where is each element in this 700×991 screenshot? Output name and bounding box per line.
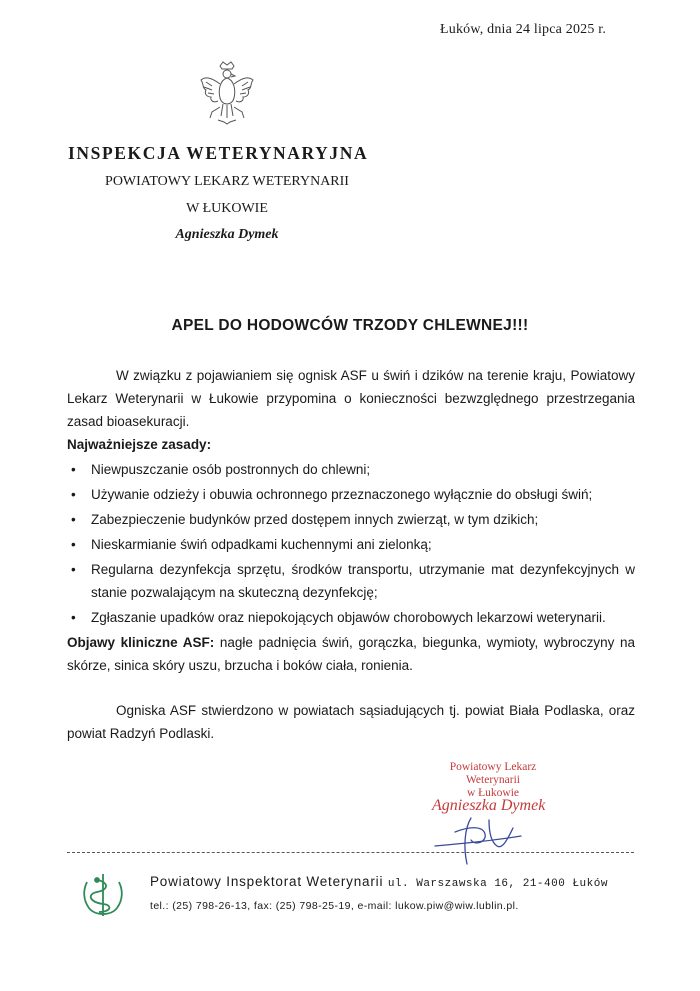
bullet-icon: • (71, 462, 76, 477)
institution-title: INSPEKCJA WETERYNARYJNA (68, 143, 369, 163)
outbreaks-paragraph: Ogniska ASF stwierdzono w powiatach sąsiadujących tj. powiat Biała Podlaska, oraz powiat Radzyń Podlaski. (67, 703, 635, 741)
bullet-icon: • (71, 537, 76, 552)
list-item: • Niewpuszczanie osób postronnych do chlewni; (67, 458, 635, 481)
list-item: • Zabezpieczenie budynków przed dostępem innych zwierząt, w tym dzikich; (67, 508, 635, 531)
symptoms-text: nagłe padnięcia świń, gorączka, biegunka, wymioty, wybroczyny na skórze, sinica skóry uszu, brzucha i boków ciała, ronienia. (67, 635, 635, 673)
institution-location: W ŁUKOWIE (186, 201, 268, 216)
bullet-icon: • (71, 562, 76, 577)
list-item: • Regularna dezynfekcja sprzętu, środków transportu, utrzymanie mat dezynfekcyjnych w stanie pozwalającym na skuteczną dezynfekcję; (67, 558, 635, 604)
list-item: • Używanie odzieży i obuwia ochronnego przeznaczonego wyłącznie do obsługi świń; (67, 483, 635, 506)
document-body (67, 364, 635, 745)
symptoms-paragraph (67, 631, 635, 677)
stamp-line-2: w Łukowie (466, 787, 520, 799)
official-name: Agnieszka Dymek (175, 227, 279, 242)
symptoms-label: Objawy kliniczne ASF: (67, 635, 215, 650)
footer-contact: tel.: (25) 798-26-13, fax: (25) 798-25-19, e-mail: lukow.piw@wiw.lublin.pl. (150, 900, 519, 912)
rules-list (67, 458, 635, 629)
polish-eagle-icon (198, 60, 256, 126)
bullet-icon: • (71, 487, 76, 502)
document-date: Łuków, dnia 24 lipca 2025 r. (440, 22, 607, 37)
intro-paragraph: W związku z pojawianiem się ognisk ASF u świń i dzików na terenie kraju, Powiatowy Lekarz Weterynarii w Łukowie przypomina o konieczności bezwzględnego przestrzegania zasad bioasekuracji. (67, 368, 635, 429)
stamp-name: Agnieszka Dymek (432, 797, 546, 814)
footer-divider (67, 852, 634, 853)
rules-heading: Najważniejsze zasady: (67, 437, 212, 452)
stamp-line-1: Powiatowy Lekarz Weterynarii (449, 761, 537, 786)
bullet-icon: • (71, 512, 76, 527)
list-item: • Nieskarmianie świń odpadkami kuchennymi ani zielonką; (67, 533, 635, 556)
list-item: • Zgłaszanie upadków oraz niepokojących objawów chorobowych lekarzowi weterynarii. (67, 606, 635, 629)
footer-institution-line (150, 874, 608, 890)
footer-institution: Powiatowy Inspektorat Weterynarii (150, 874, 384, 889)
appeal-title: APEL DO HODOWCÓW TRZODY CHLEWNEJ!!! (171, 317, 529, 334)
institution-subtitle: POWIATOWY LEKARZ WETERYNARII (105, 174, 349, 189)
handwritten-signature (425, 806, 535, 866)
official-stamp (428, 761, 558, 800)
bullet-icon: • (71, 610, 76, 625)
veterinary-caduceus-icon (77, 868, 129, 920)
footer-address: ul. Warszawska 16, 21-400 Łuków (387, 878, 608, 890)
